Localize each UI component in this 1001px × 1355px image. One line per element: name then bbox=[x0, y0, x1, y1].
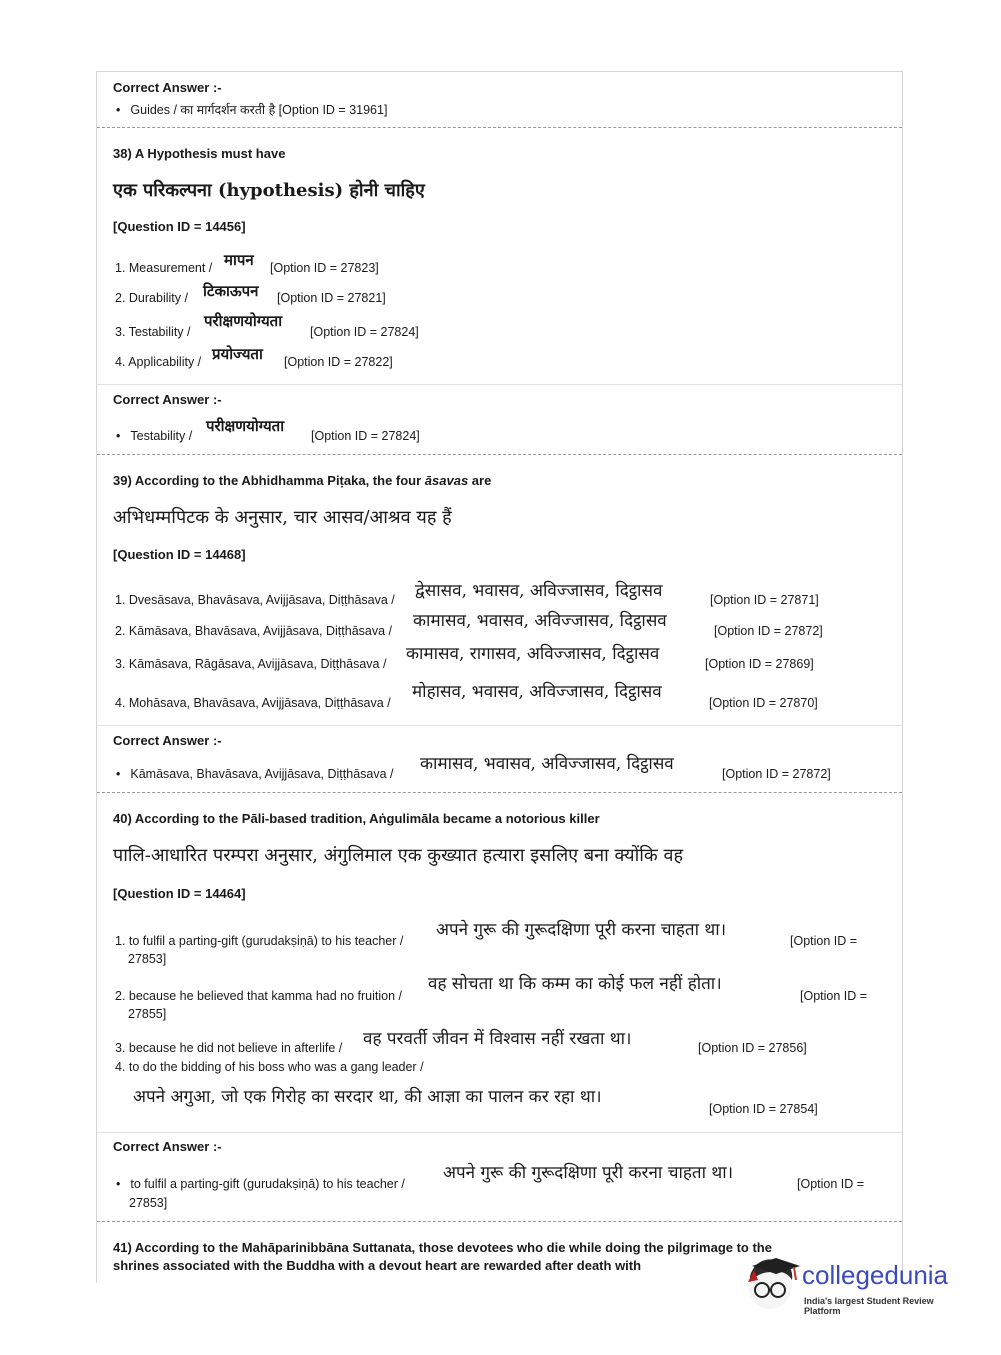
q37-answer-heading: Correct Answer :- bbox=[113, 80, 222, 95]
q38-option-3-id: [Option ID = 27824] bbox=[310, 325, 419, 339]
q38-title: 38) A Hypothesis must have bbox=[113, 146, 286, 161]
q39-option-3-id: [Option ID = 27869] bbox=[705, 657, 814, 671]
q39-title-pre: 39) According to the Abhidhamma Piṭaka, the four bbox=[113, 473, 425, 488]
q39-hindi: अभिधम्मपिटक के अनुसार, चार आसव/आश्रव यह हैं bbox=[113, 507, 452, 528]
q40-option-1-hindi: अपने गुरू की गुरूदक्षिणा पूरी करना चाहता था। bbox=[436, 920, 727, 940]
q40-question-id: [Question ID = 14464] bbox=[113, 886, 246, 901]
q38-option-4[interactable] bbox=[115, 355, 201, 369]
divider bbox=[97, 792, 902, 793]
q38-option-1[interactable] bbox=[115, 261, 212, 275]
q40-answer-heading: Correct Answer :- bbox=[113, 1139, 222, 1154]
collegedunia-logo[interactable] bbox=[742, 1250, 972, 1320]
q40-answer-id-cont: 27853] bbox=[129, 1196, 168, 1210]
logo-brand: collegedunia bbox=[802, 1260, 949, 1290]
q38-hindi: एक परिकल्पना (hypothesis) होनी चाहिए bbox=[113, 180, 425, 201]
q39-answer-hindi: कामासव, भवासव, अविज्जासव, दिट्ठासव bbox=[420, 754, 674, 774]
option-en: 1. Dvesāsava, Bhavāsava, Avijjāsava, Diṭṭhāsava / bbox=[115, 593, 395, 607]
q38-option-2-hindi: टिकाऊपन bbox=[203, 282, 259, 300]
q37-answer: • Guides / का मार्गदर्शन करती है [Option ID = 31961] bbox=[116, 101, 387, 118]
q39-question-id: [Question ID = 14468] bbox=[113, 547, 246, 562]
q40-option-3-id: [Option ID = 27856] bbox=[698, 1041, 807, 1055]
q40-title: 40) According to the Pāli-based tradition, Aṅgulimāla became a notorious killer bbox=[113, 811, 600, 826]
divider bbox=[97, 127, 902, 128]
option-en: 1. Measurement / bbox=[115, 261, 213, 275]
q39-option-2-hindi: कामासव, भवासव, अविज्जासव, दिट्ठासव bbox=[413, 611, 667, 631]
q40-option-1-id-cont: 27853] bbox=[128, 952, 167, 966]
q38-option-2-id: [Option ID = 27821] bbox=[277, 291, 386, 305]
q39-title-em: āsavas bbox=[424, 473, 469, 488]
option-en: 3. Testability / bbox=[115, 325, 191, 339]
option-en: 2. Kāmāsava, Bhavāsava, Avijjāsava, Diṭṭhāsava / bbox=[115, 624, 393, 638]
q39-answer-heading: Correct Answer :- bbox=[113, 733, 222, 748]
q40-option-3[interactable] bbox=[115, 1041, 342, 1055]
q38-option-2[interactable] bbox=[115, 291, 188, 305]
q39-option-4[interactable] bbox=[115, 696, 391, 710]
q39-answer-id: [Option ID = 27872] bbox=[722, 767, 831, 781]
divider bbox=[97, 725, 902, 726]
q39-option-3-hindi: कामासव, रागासव, अविज्जासव, दिट्ठासव bbox=[406, 644, 660, 664]
logo-tagline: India's largest Student Review Platform bbox=[804, 1296, 934, 1316]
q39-option-1-hindi: द्वेसासव, भवासव, अविज्जासव, दिट्ठासव bbox=[415, 581, 663, 601]
q40-option-2-hindi: वह सोचता था कि कम्म का कोई फल नहीं होता। bbox=[428, 974, 722, 994]
divider bbox=[97, 1221, 902, 1222]
mascot-icon bbox=[742, 1252, 804, 1314]
q38-option-1-id: [Option ID = 27823] bbox=[270, 261, 379, 275]
q40-option-4-hindi: अपने अगुआ, जो एक गिरोह का सरदार था, की आज्ञा का पालन कर रहा था। bbox=[133, 1087, 602, 1107]
q39-title-post: are bbox=[468, 473, 492, 488]
q38-question-id: [Question ID = 14456] bbox=[113, 219, 246, 234]
q39-option-2-id: [Option ID = 27872] bbox=[714, 624, 823, 638]
q38-answer: • Testability / bbox=[116, 429, 192, 443]
q39-option-3[interactable] bbox=[115, 657, 386, 671]
q39-answer: • Kāmāsava, Bhavāsava, Avijjāsava, Diṭṭhāsava / bbox=[116, 767, 394, 781]
q38-option-3-hindi: परीक्षणयोग्यता bbox=[204, 312, 283, 330]
q39-title bbox=[113, 473, 491, 488]
q41-line-1: 41) According to the Mahāparinibbāna Suttanata, those devotees who die while doing the pilgrimage to the bbox=[113, 1240, 772, 1255]
q40-option-2-id-cont: 27855] bbox=[128, 1007, 167, 1021]
q39-option-4-id: [Option ID = 27870] bbox=[709, 696, 818, 710]
q40-option-3-hindi: वह परवर्ती जीवन में विश्वास नहीं रखता था। bbox=[363, 1029, 632, 1049]
divider bbox=[97, 454, 902, 455]
q40-answer: • to fulfil a parting-gift (gurudakṣiṇā) to his teacher / bbox=[116, 1177, 405, 1191]
option-en: 4. Mohāsava, Bhavāsava, Avijjāsava, Diṭṭhāsava / bbox=[115, 696, 391, 710]
q40-answer-id: [Option ID = bbox=[797, 1177, 865, 1191]
q38-option-4-hindi: प्रयोज्यता bbox=[212, 345, 263, 363]
option-en: 2. Durability / bbox=[115, 291, 188, 305]
divider bbox=[97, 1132, 902, 1133]
q40-option-2[interactable] bbox=[115, 989, 402, 1003]
q40-answer-hindi: अपने गुरू की गुरूदक्षिणा पूरी करना चाहता था। bbox=[443, 1163, 734, 1183]
q38-option-1-hindi: मापन bbox=[224, 251, 254, 269]
q38-option-3[interactable] bbox=[115, 325, 191, 339]
option-en: 4. Applicability / bbox=[115, 355, 202, 369]
q38-answer-id: [Option ID = 27824] bbox=[311, 429, 420, 443]
q38-option-4-id: [Option ID = 27822] bbox=[284, 355, 393, 369]
q38-answer-hindi: परीक्षणयोग्यता bbox=[206, 417, 285, 435]
option-en: 3. because he did not believe in afterlife / bbox=[115, 1041, 343, 1055]
q40-option-4-id: [Option ID = 27854] bbox=[709, 1102, 818, 1116]
q41-line-2: shrines associated with the Buddha with a devout heart are rewarded after death with bbox=[113, 1258, 642, 1273]
option-en: 4. to do the bidding of his boss who was a gang leader / bbox=[115, 1060, 424, 1074]
q40-option-2-id: [Option ID = bbox=[800, 989, 868, 1003]
q40-option-1-id: [Option ID = bbox=[790, 934, 858, 948]
q40-option-4[interactable] bbox=[115, 1060, 424, 1074]
option-en: 2. because he believed that kamma had no fruition / bbox=[115, 989, 402, 1003]
q39-option-2[interactable] bbox=[115, 624, 392, 638]
q39-option-4-hindi: मोहासव, भवासव, अविज्जासव, दिट्ठासव bbox=[412, 682, 662, 702]
q40-option-1[interactable] bbox=[115, 934, 403, 948]
q40-hindi: पालि-आधारित परम्परा अनुसार, अंगुलिमाल एक कुख्यात हत्यारा इसलिए बना क्योंकि वह bbox=[113, 845, 684, 866]
divider bbox=[97, 384, 902, 385]
q39-option-1-id: [Option ID = 27871] bbox=[710, 593, 819, 607]
option-en: 3. Kāmāsava, Rāgāsava, Avijjāsava, Diṭṭhāsava / bbox=[115, 657, 387, 671]
q38-answer-heading: Correct Answer :- bbox=[113, 392, 222, 407]
q39-option-1[interactable] bbox=[115, 593, 395, 607]
option-en: 1. to fulfil a parting-gift (gurudakṣiṇā) to his teacher / bbox=[115, 934, 404, 948]
